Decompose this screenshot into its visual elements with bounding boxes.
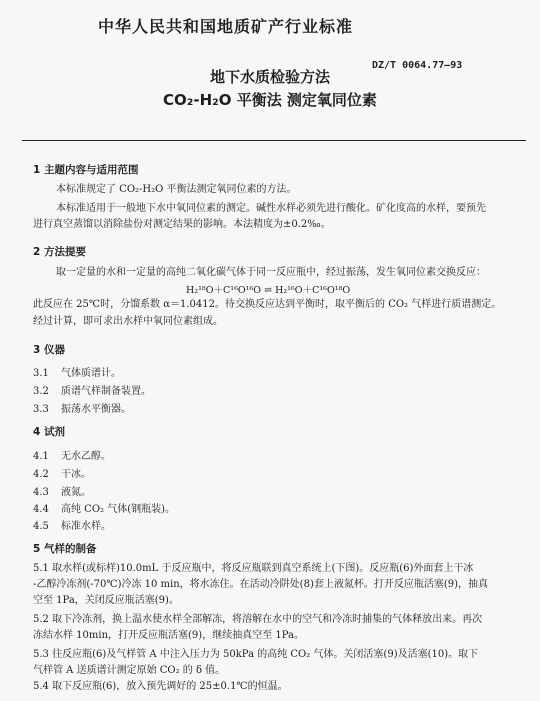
list-item (33, 483, 91, 498)
section-2-paragraph: 取一定量的水和一定量的高纯二氧化碳气体于同一反应瓶中，经过振荡，发生氧同位素交换反应： (56, 267, 486, 278)
section-5-paragraph: 5.4 取下反应瓶(6)，放入预先调好的 25±0.1℃的恒温。 (33, 681, 288, 692)
section-5-paragraph: 气样管 A 送质谱计测定原始 CO₂ 的 δ 值。 (33, 665, 226, 676)
item-number: 4.5 (33, 521, 49, 532)
item-number: 3.3 (33, 404, 49, 415)
section-5-paragraph: -乙醇冷冻剂(-70℃)冷冻 10 min，将水冻住。在活动冷阱处(8)套上液氮杯。打开反应瓶活塞(9)，抽真 (33, 579, 489, 590)
list-item (33, 400, 131, 415)
item-text: 无水乙醇。 (61, 451, 111, 462)
section-3-heading: 3 仪器 (33, 344, 65, 356)
section-4-heading: 4 试剂 (33, 426, 65, 438)
section-1-heading: 1 主题内容与适用范围 (33, 164, 139, 176)
document-title: 地下水质检验方法 (209, 68, 330, 86)
item-number: 4.1 (33, 451, 49, 462)
item-text: 干冰。 (61, 469, 91, 480)
section-1-paragraph: 本标准规定了 CO₂-H₂O 平衡法测定氧同位素的方法。 (56, 184, 297, 195)
list-item (33, 465, 91, 480)
list-item (33, 500, 175, 515)
section-5-paragraph: 5.3 往反应瓶(6)及气样管 A 中注入压力为 50kPa 的高纯 CO₂ 气体。关闭活塞(9)及活塞(10)。取下 (33, 649, 479, 660)
list-item (33, 382, 151, 397)
section-5-paragraph: 5.2 取下冷冻剂，换上温水使水样全部解冻，将溶解在水中的空气和冷冻时捕集的气体释放出来。再次 (33, 614, 483, 625)
item-text: 质谱气样制备装置。 (61, 386, 151, 397)
header-divider (22, 140, 526, 141)
section-5-paragraph: 空至 1Pa，关闭反应瓶活塞(9)。 (33, 595, 179, 606)
section-5-heading: 5 气样的制备 (33, 543, 97, 555)
item-text: 振荡水平衡器。 (61, 404, 131, 415)
item-number: 4.3 (33, 487, 49, 498)
section-2-paragraph: 经过计算，即可求出水样中氧同位素组成。 (33, 316, 223, 327)
item-number: 3.2 (33, 386, 49, 397)
standard-code: DZ/T 0064.77—93 (372, 60, 463, 71)
item-number: 4.2 (33, 469, 49, 480)
section-5-paragraph: 5.1 取水样(或标样)10.0mL 于反应瓶中，将反应瓶联到真空系统上(下图)。反应瓶(6)外面套上干冰 (33, 563, 474, 574)
document-subtitle: CO₂-H₂O 平衡法 测定氧同位素 (163, 91, 377, 109)
list-item (33, 517, 111, 532)
section-2-paragraph: 此反应在 25℃时，分馏系数 α＝1.0412。待交换反应达到平衡时，取平衡后的 CO₂ 气样进行质谱测定。 (33, 299, 502, 310)
section-2-heading: 2 方法提要 (33, 246, 86, 258)
list-item (33, 447, 111, 462)
item-text: 气体质谱计。 (61, 368, 121, 379)
section-1-paragraph: 进行真空蒸馏以消除盐份对测定结果的影响。本法精度为±0.2‰。 (33, 219, 331, 230)
item-text: 液氮。 (61, 487, 91, 498)
exchange-equation: H₂¹⁸O＋C¹⁶O¹⁶O ⇌ H₂¹⁶O＋C¹⁶O¹⁸O (186, 285, 351, 296)
standard-organization: 中华人民共和国地质矿产行业标准 (98, 17, 354, 36)
item-number: 3.1 (33, 368, 49, 379)
list-item (33, 364, 121, 379)
item-text: 高纯 CO₂ 气体(钢瓶装)。 (61, 504, 176, 515)
section-5-paragraph: 冻结水样 10min，打开反应瓶活塞(9)，继续抽真空至 1Pa。 (33, 630, 304, 641)
item-text: 标准水样。 (61, 521, 111, 532)
item-number: 4.4 (33, 504, 49, 515)
section-1-paragraph: 本标准适用于一般地下水中氧同位素的测定。碱性水样必须先进行酸化。矿化度高的水样，要预先 (56, 203, 486, 214)
